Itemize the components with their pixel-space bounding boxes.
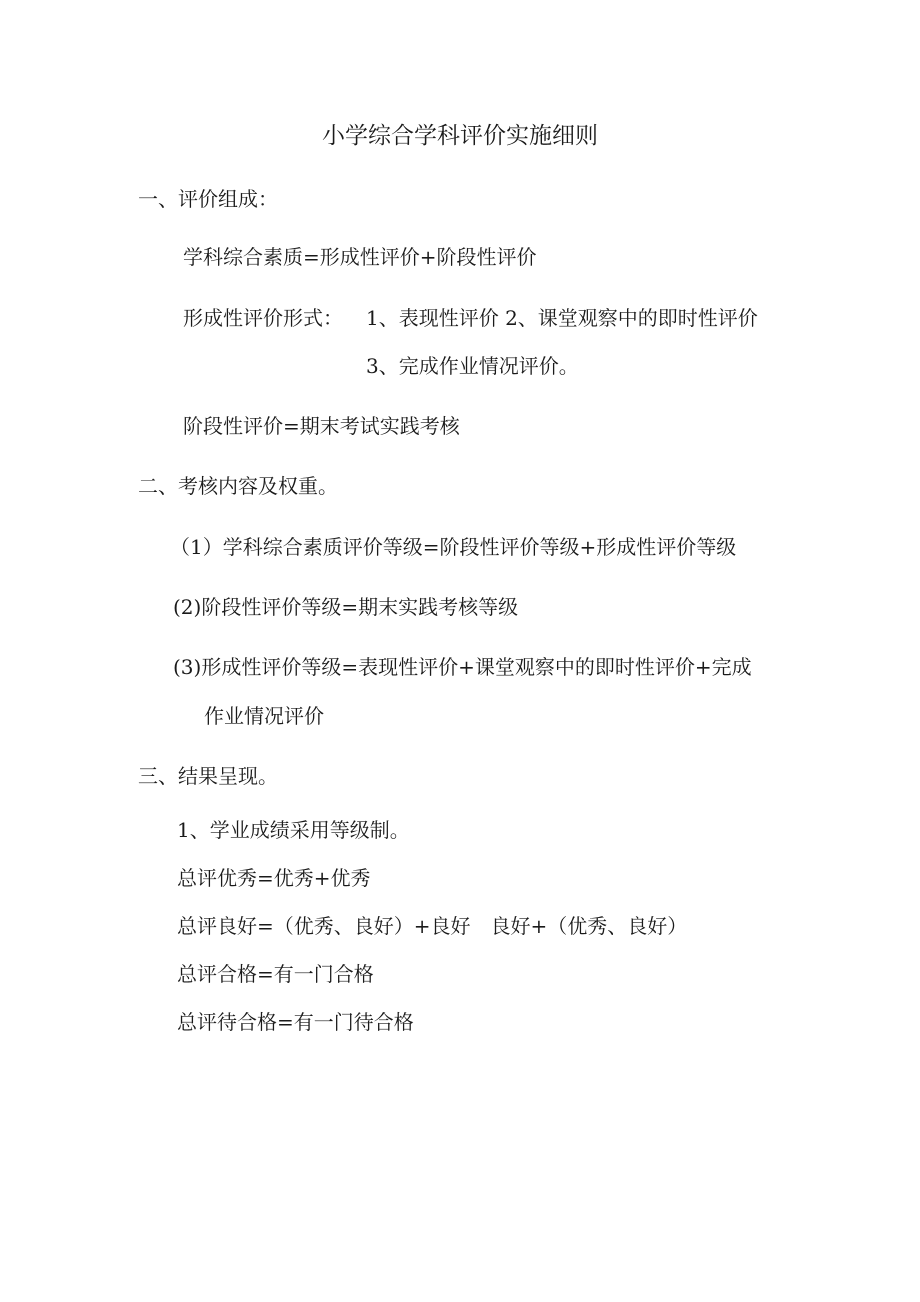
section3-rule4: 总评待合格=有一门待合格 — [177, 1010, 414, 1034]
section1-line2-cont: 3、完成作业情况评价。 — [366, 354, 579, 378]
section1-line1: 学科综合素质=形成性评价+阶段性评价 — [183, 245, 537, 269]
section3-rule2: 总评良好=（优秀、良好）+良好 良好+（优秀、良好） — [177, 914, 688, 938]
section2-item1: （1）学科综合素质评价等级=阶段性评价等级+形成性评价等级 — [170, 535, 737, 559]
section3-rule3: 总评合格=有一门合格 — [177, 962, 374, 986]
section2-item2: (2)阶段性评价等级=期末实践考核等级 — [173, 595, 519, 619]
section2-heading: 二、考核内容及权重。 — [138, 474, 338, 498]
section1-line2-label: 形成性评价形式： — [183, 306, 343, 330]
page-title: 小学综合学科评价实施细则 — [322, 123, 598, 149]
section3-heading: 三、结果呈现。 — [138, 764, 278, 788]
section2-item3: (3)形成性评价等级=表现性评价+课堂观察中的即时性评价+完成 — [173, 655, 752, 679]
section3-item1: 1、学业成绩采用等级制。 — [177, 818, 410, 842]
section2-item3-cont: 作业情况评价 — [204, 704, 324, 728]
section3-rule1: 总评优秀=优秀+优秀 — [177, 866, 371, 890]
section1-line2-items: 1、表现性评价 2、课堂观察中的即时性评价 — [366, 306, 758, 330]
section1-heading: 一、评价组成： — [138, 187, 278, 211]
section1-line3: 阶段性评价=期末考试实践考核 — [183, 414, 460, 438]
